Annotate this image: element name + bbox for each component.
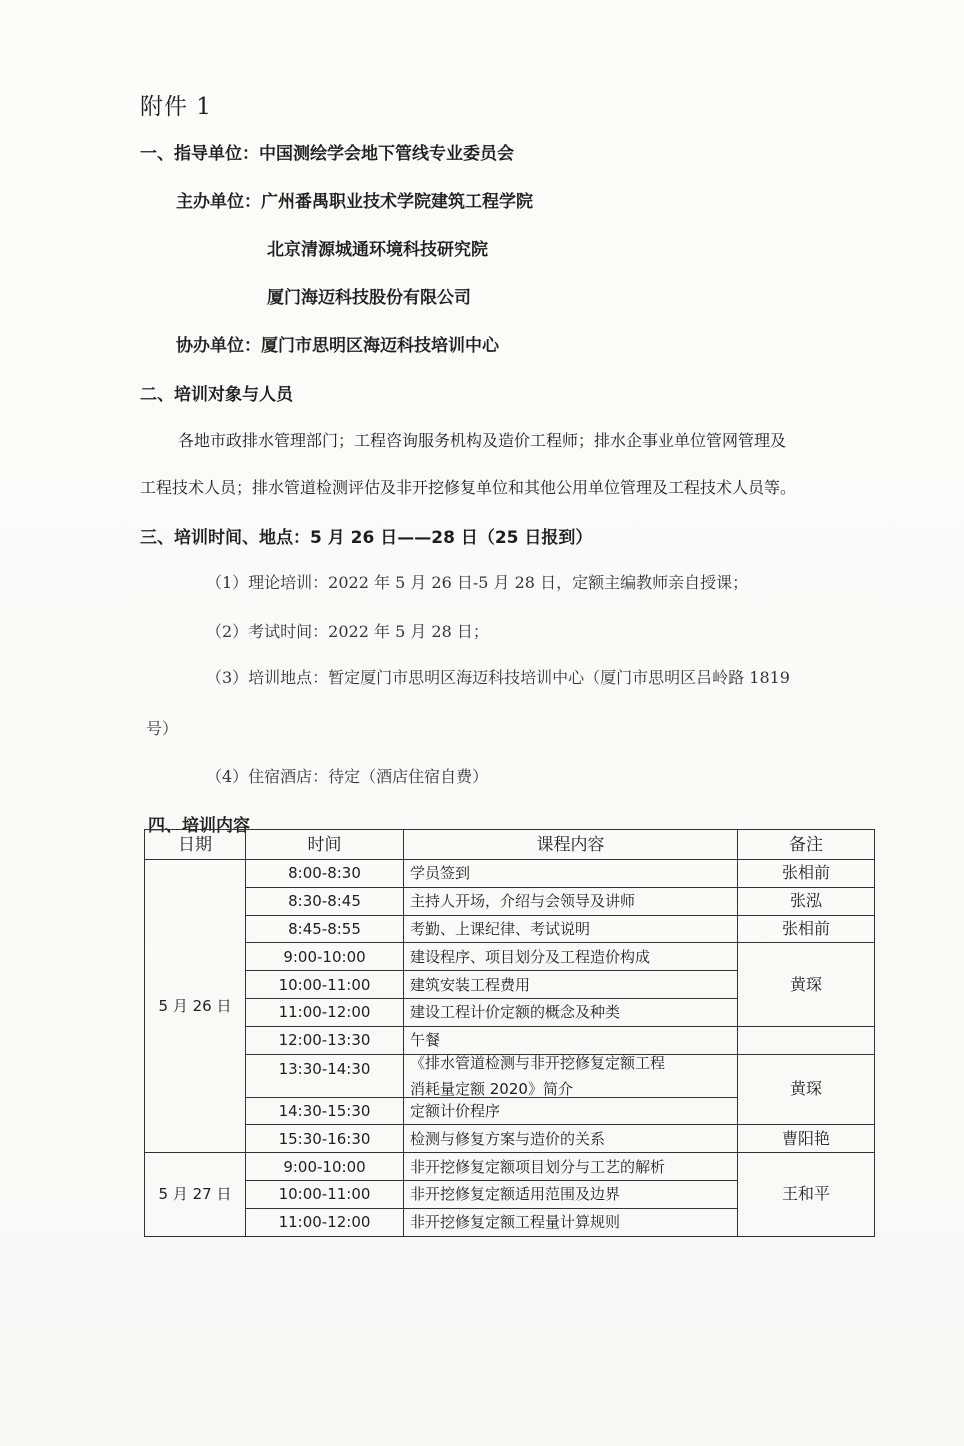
guide-unit-value: 中国测绘学会地下管线专业委员会 [259, 144, 514, 164]
time-cell: 8:45-8:55 [246, 915, 404, 943]
topic-cell: 非开挖修复定额工程量计算规则 [404, 1208, 738, 1236]
section-3-item-1: （1）理论培训：2022 年 5 月 26 日-5 月 28 日，定额主编教师亲自授课； [206, 573, 749, 592]
topic-cell: 考勤、上课纪律、考试说明 [404, 915, 738, 943]
table-row [145, 915, 875, 943]
table-row [145, 943, 875, 971]
note-cell: 张相前 [738, 860, 875, 888]
time-cell: 13:30-14:30 [246, 1054, 404, 1097]
topic-cell: 建设程序、项目划分及工程造价构成 [404, 943, 738, 971]
topic-cell: 学员签到 [404, 860, 738, 888]
table-row [145, 860, 875, 888]
topic-cell: 定额计价程序 [404, 1097, 738, 1125]
time-cell: 9:00-10:00 [246, 1153, 404, 1181]
date-cell-day2: 5 月 27 日 [145, 1153, 246, 1236]
note-cell: 曹阳艳 [738, 1125, 875, 1153]
section-2-heading: 二、培训对象与人员 [140, 385, 293, 405]
time-cell: 15:30-16:30 [246, 1125, 404, 1153]
topic-cell: 非开挖修复定额适用范围及边界 [404, 1180, 738, 1208]
date-cell-day1: 5 月 26 日 [145, 860, 246, 1153]
table-row [145, 887, 875, 915]
topic-cell-two-line [404, 1054, 738, 1097]
topic-cell: 非开挖修复定额项目划分与工艺的解析 [404, 1153, 738, 1181]
table-header-row [145, 830, 875, 860]
section-3-item-3-cont: 号） [146, 719, 179, 738]
time-cell: 11:00-12:00 [246, 1208, 404, 1236]
note-cell [738, 1026, 875, 1054]
section-3-heading: 三、培训时间、地点：5 月 26 日——28 日（25 日报到） [140, 528, 593, 548]
header-time: 时间 [246, 830, 404, 860]
host-unit-1: 广州番禺职业技术学院建筑工程学院 [261, 192, 533, 212]
section-3-item-2: （2）考试时间：2022 年 5 月 28 日； [206, 622, 489, 641]
table-row [145, 1125, 875, 1153]
section-3-item-4: （4）住宿酒店：待定（酒店住宿自费） [206, 767, 489, 786]
section-2-line-1: 各地市政排水管理部门；工程咨询服务机构及造价工程师；排水企事业单位管网管理及 [178, 431, 787, 450]
time-cell: 14:30-15:30 [246, 1097, 404, 1125]
guide-unit-line [140, 139, 514, 164]
topic-cell: 检测与修复方案与造价的关系 [404, 1125, 738, 1153]
section-2-line-2: 工程技术人员；排水管道检测评估及非开挖修复单位和其他公用单位管理及工程技术人员等。 [140, 478, 797, 497]
topic-cell: 主持人开场，介绍与会领导及讲师 [404, 887, 738, 915]
co-unit-line [176, 331, 499, 356]
guide-unit-label: 一、指导单位： [140, 144, 259, 164]
host-unit-label: 主办单位： [176, 192, 261, 212]
topic-cell: 午餐 [404, 1026, 738, 1054]
table-row [145, 1026, 875, 1054]
topic-line-2: 消耗量定额 2020》简介 [410, 1079, 573, 1098]
host-unit-3: 厦门海迈科技股份有限公司 [267, 288, 471, 308]
note-cell-merged: 王和平 [738, 1153, 875, 1236]
schedule-table [144, 829, 875, 1237]
co-unit-value: 厦门市思明区海迈科技培训中心 [261, 336, 499, 356]
note-cell-merged: 黄琛 [738, 943, 875, 1026]
header-topic: 课程内容 [404, 830, 738, 860]
topic-line-1: 《排水管道检测与非开挖修复定额工程 [410, 1053, 666, 1072]
attachment-title: 附件 1 [140, 94, 212, 120]
note-cell-merged: 黄琛 [738, 1054, 875, 1125]
host-unit-2: 北京清源城通环境科技研究院 [267, 240, 488, 260]
time-cell: 12:00-13:30 [246, 1026, 404, 1054]
table-row [145, 1054, 875, 1097]
time-cell: 9:00-10:00 [246, 943, 404, 971]
header-date: 日期 [145, 830, 246, 860]
time-cell: 8:00-8:30 [246, 860, 404, 888]
time-cell: 8:30-8:45 [246, 887, 404, 915]
table-row [145, 1153, 875, 1181]
note-cell: 张相前 [738, 915, 875, 943]
section-4-heading: 四、培训内容 [148, 816, 250, 836]
time-cell: 11:00-12:00 [246, 998, 404, 1026]
host-unit-line [176, 187, 533, 212]
header-note: 备注 [738, 830, 875, 860]
section-3-item-3: （3）培训地点：暂定厦门市思明区海迈科技培训中心（厦门市思明区吕岭路 1819 [206, 668, 790, 687]
note-cell: 张泓 [738, 887, 875, 915]
time-cell: 10:00-11:00 [246, 1180, 404, 1208]
topic-cell: 建筑安装工程费用 [404, 971, 738, 999]
co-unit-label: 协办单位： [176, 336, 261, 356]
time-cell: 10:00-11:00 [246, 971, 404, 999]
topic-cell: 建设工程计价定额的概念及种类 [404, 998, 738, 1026]
